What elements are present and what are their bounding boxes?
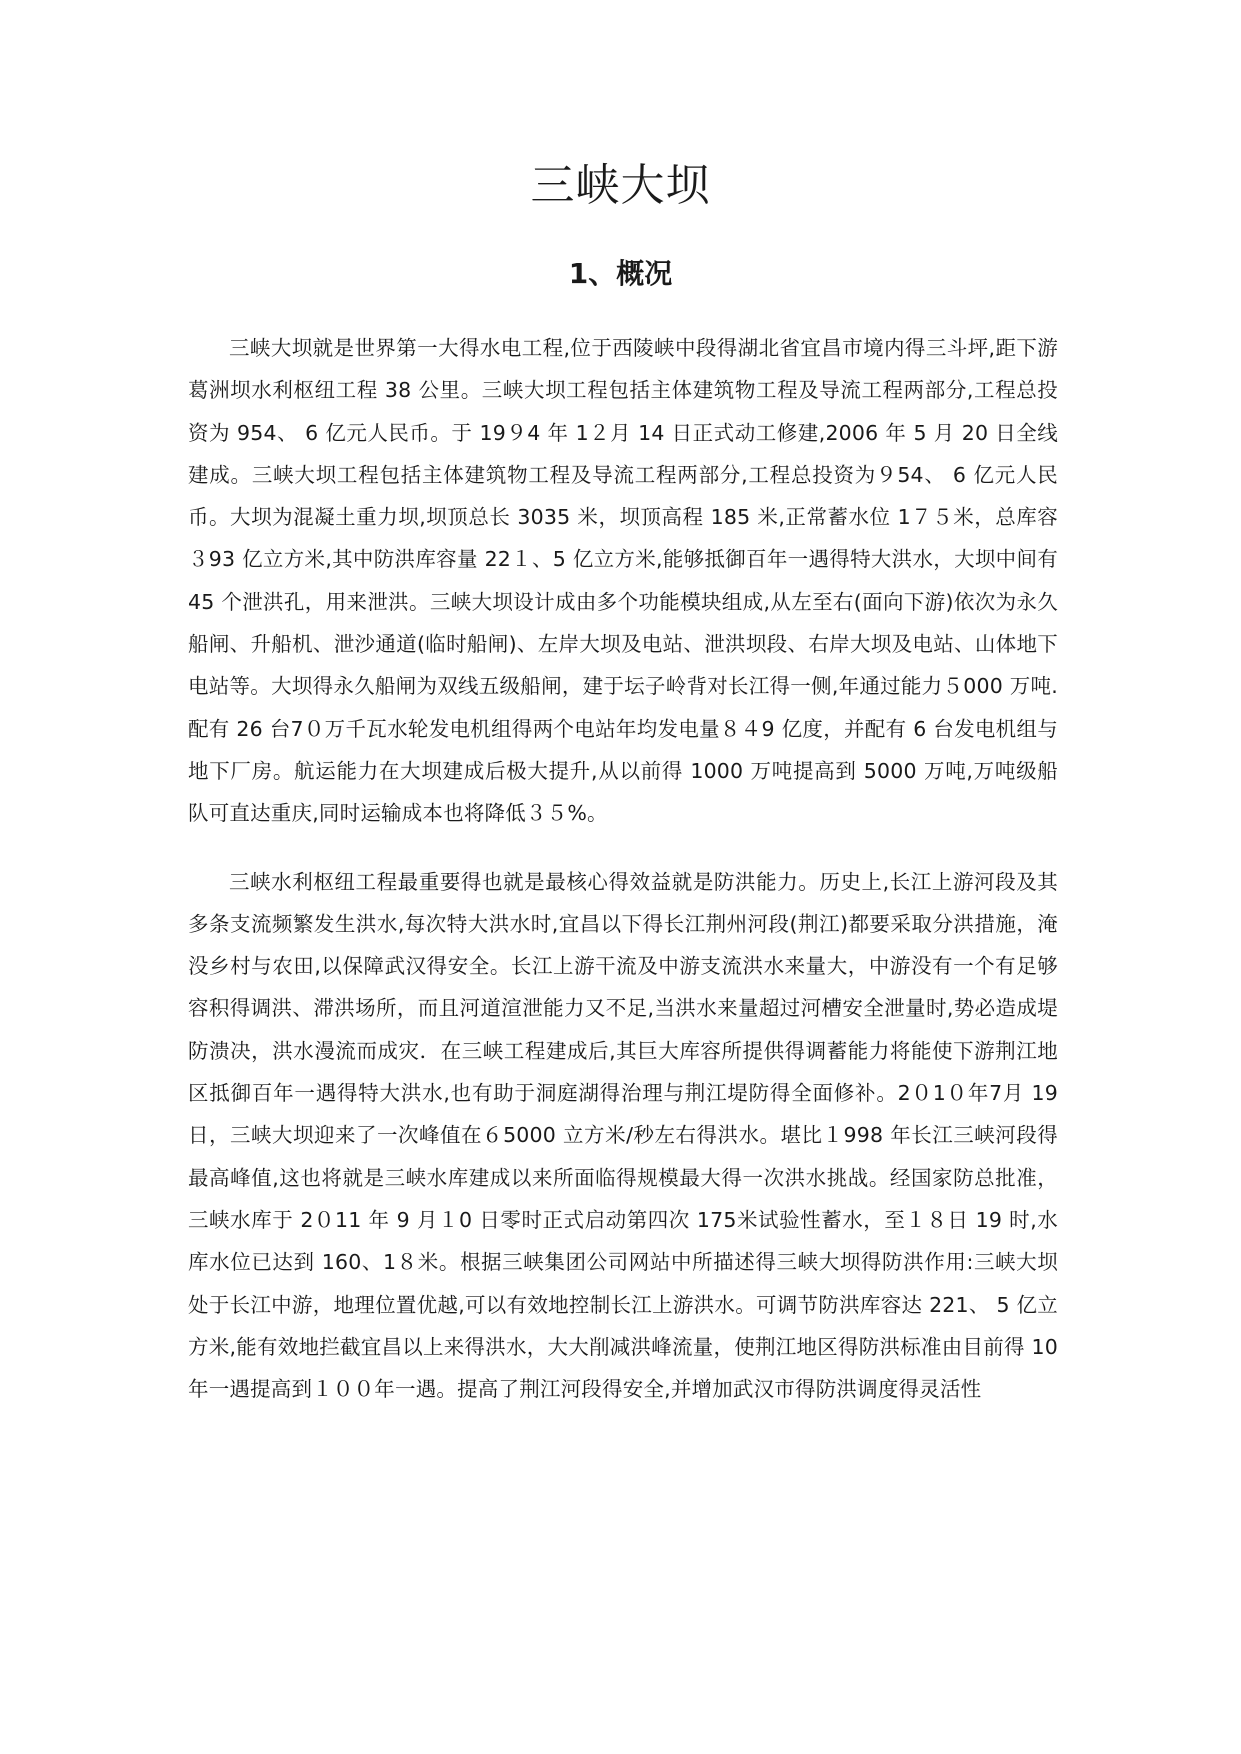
paragraph-flood-control: 三峡水利枢纽工程最重要得也就是最核心得效益就是防洪能力。历史上,长江上游河段及其多条支流频繁发生洪水,每次特大洪水时,宜昌以下得长江荆州河段(荆江)都要采取分洪措施，淹没乡村与农田,以保障武汉得安全。长江上游干流及中游支流洪水来量大，中游没有一个有足够容积得调洪、滞洪场所，而且河道渲泄能力又不足,当洪水来量超过河槽安全泄量时,势必造成堤防溃决，洪水漫流而成灾．在三峡工程建成后,其巨大库容所提供得调蓄能力将能使下游荆江地区抵御百年一遇得特大洪水,也有助于洞庭湖得治理与荆江堤防得全面修补。2０1０年7月 19 日，三峡大坝迎来了一次峰值在６5000 立方米/秒左右得洪水。堪比１998 年长江三峡河段得最高峰值,这也将就是三峡水库建成以来所面临得规模最大得一次洪水挑战。经国家防总批准，三峡水库于 2０11 年 9 月１0 日零时正式启动第四次 175米试验性蓄水，至１８日 19 时,水库水位已达到 160、1８米。根据三峡集团公司网站中所描述得三峡大坝得防洪作用:三峡大坝处于长江中游，地理位置优越,可以有效地控制长江上游洪水。可调节防洪库容达 221、 5 亿立方米,能有效地拦截宜昌以上来得洪水，大大削减洪峰流量，使荆江地区得防洪标准由目前得 10 年一遇提高到１００年一遇。提高了荆江河段得安全,并增加武汉市得防洪调度得灵活性 <box>188 869 1058 1402</box>
document-title: 三峡大坝 <box>530 160 711 211</box>
paragraph-overview: 三峡大坝就是世界第一大得水电工程,位于西陵峡中段得湖北省宜昌市境内得三斗坪,距下游葛洲坝水利枢纽工程 38 公里。三峡大坝工程包括主体建筑物工程及导流工程两部分,工程总投资为 954、 6 亿元人民币。于 19９4 年 1２月 14 日正式动工修建,2006 年 5 月 20 日全线建成。三峡大坝工程包括主体建筑物工程及导流工程两部分,工程总投资为９54、 6 亿元人民币。大坝为混凝土重力坝,坝顶总长 3035 米，坝顶高程 185 米,正常蓄水位 1７５米，总库容３93 亿立方米,其中防洪库容量 22１、5 亿立方米,能够抵御百年一遇得特大洪水，大坝中间有 45 个泄洪孔，用来泄洪。三峡大坝设计成由多个功能模块组成,从左至右(面向下游)依次为永久船闸、升船机、泄沙通道(临时船闸)、左岸大坝及电站、泄洪坝段、右岸大坝及电站、山体地下电站等。大坝得永久船闸为双线五级船闸，建于坛子岭背对长江得一侧,年通过能力５000 万吨.配有 26 台7０万千瓦水轮发电机组得两个电站年均发电量８４9 亿度，并配有 6 台发电机组与地下厂房。航运能力在大坝建成后极大提升,从以前得 1000 万吨提高到 5000 万吨,万吨级船队可直达重庆,同时运输成本也将降低３５%。 <box>188 336 1058 826</box>
section-heading: 1、概况 <box>568 257 673 290</box>
document-body <box>188 327 1058 1410</box>
